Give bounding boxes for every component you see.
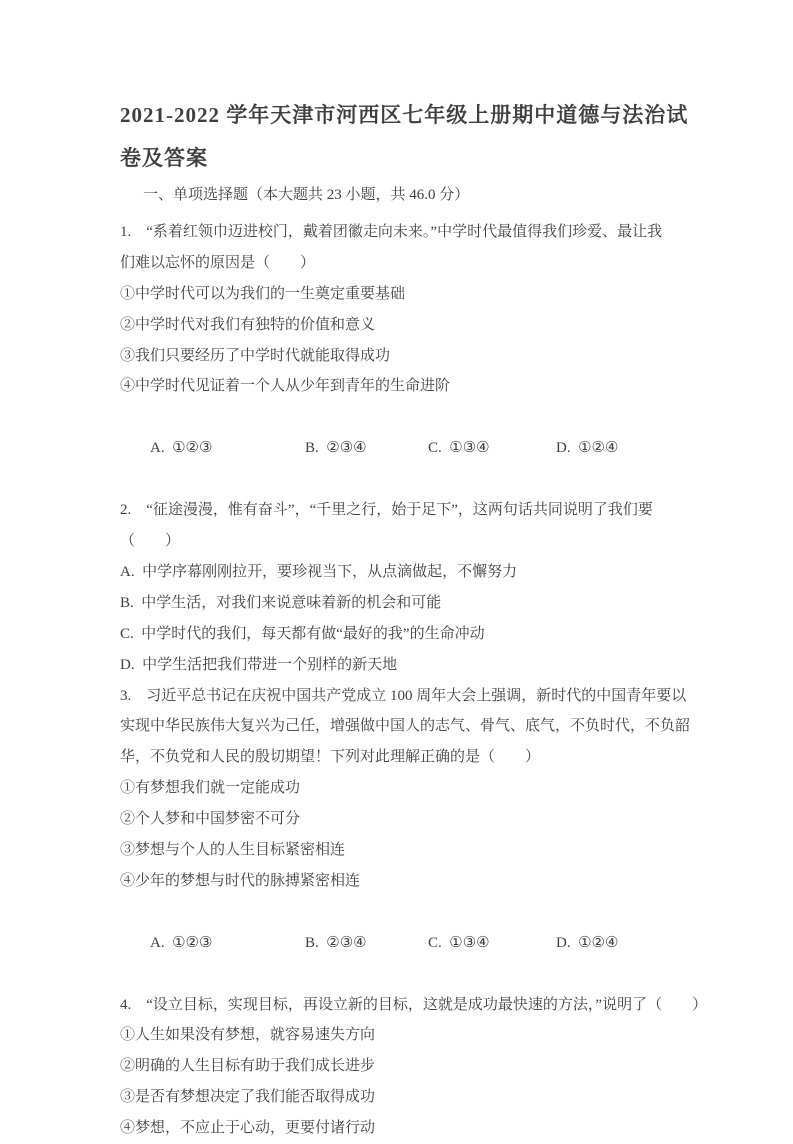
choice-b: B. ②③④ <box>305 934 367 951</box>
question-2-option-c: C. 中学时代的我们，每天都有做“最好的我”的生命冲动 <box>120 625 485 642</box>
question-3-stem-line-3: 华，不负党和人民的殷切期望！下列对此理解正确的是（ ） <box>120 749 541 766</box>
title-line-1: 2021-2022 学年天津市河西区七年级上册期中道德与法治试 <box>120 103 689 127</box>
question-4-stem-line-1: 4. “设立目标，实现目标，再设立新的目标，这就是成功最快速的方法，”说明了（ ） <box>120 996 708 1013</box>
section-heading: 一、单项选择题（本大题共 23 小题，共 46.0 分） <box>143 187 470 203</box>
choice-c: C. ①③④ <box>428 440 490 457</box>
question-2-stem-line-1: 2. “征途漫漫，惟有奋斗”，“千里之行，始于足下”，这两句话共同说明了我们要 <box>120 502 653 519</box>
question-1-statement-4: ④中学时代见证着一个人从少年到青年的生命进阶 <box>120 378 451 395</box>
question-1-statement-3: ③我们只要经历了中学时代就能取得成功 <box>120 347 391 364</box>
question-1-statement-1: ①中学时代可以为我们的一生奠定重要基础 <box>120 285 406 302</box>
question-3-statement-2: ②个人梦和中国梦密不可分 <box>120 811 301 828</box>
question-4-statement-4: ④梦想，不应止于心动，更要付诸行动 <box>120 1120 376 1137</box>
question-4-statement-3: ③是否有梦想决定了我们能否取得成功 <box>120 1089 376 1106</box>
choice-d: D. ①②④ <box>556 440 619 457</box>
title-line-2: 卷及答案 <box>120 146 208 170</box>
question-1 <box>120 217 682 495</box>
question-3-stem-line-2: 实现中华民族伟大复兴为己任，增强做中国人的志气、骨气、底气，不负时代，不负韶 <box>120 718 691 735</box>
question-2-option-a: A. 中学序幕刚刚拉开，要珍视当下，从点滴做起，不懈努力 <box>120 563 518 580</box>
question-1-stem-line-2: 们难以忘怀的原因是（ ） <box>120 254 316 271</box>
question-2-stem-line-2: （ ） <box>120 532 181 549</box>
question-3-statement-3: ③梦想与个人的人生目标紧密相连 <box>120 842 346 859</box>
question-3-choice-row <box>120 897 682 990</box>
choice-d: D. ①②④ <box>556 934 619 951</box>
question-3-stem-line-1: 3. 习近平总书记在庆祝中国共产党成立 100 周年大会上强调，新时代的中国青年要以 <box>120 687 687 704</box>
question-4-statement-2: ②明确的人生目标有助于我们成长进步 <box>120 1058 376 1075</box>
question-3-statement-4: ④少年的梦想与时代的脉搏紧密相连 <box>120 872 361 889</box>
document-content <box>120 94 708 1144</box>
question-1-choice-row <box>120 402 682 495</box>
question-3 <box>120 681 691 990</box>
question-2 <box>120 495 682 680</box>
choice-c: C. ①③④ <box>428 934 490 951</box>
question-2-option-d: D. 中学生活把我们带进一个别样的新天地 <box>120 656 398 673</box>
question-3-statement-1: ①有梦想我们就一定能成功 <box>120 780 301 797</box>
question-2-option-b: B. 中学生活，对我们来说意味着新的机会和可能 <box>120 594 442 611</box>
page-title <box>120 94 689 180</box>
question-1-stem-line-1: 1. “系着红领巾迈进校门，戴着团徽走向未来。”中学时代最值得我们珍爱、最让我 <box>120 223 663 240</box>
question-1-statement-2: ②中学时代对我们有独特的价值和意义 <box>120 316 376 333</box>
question-4 <box>120 990 708 1144</box>
choice-a: A. ①②③ <box>150 934 213 951</box>
choice-a: A. ①②③ <box>150 440 213 457</box>
choice-b: B. ②③④ <box>305 440 367 457</box>
question-4-statement-1: ①人生如果没有梦想，就容易速失方向 <box>120 1027 376 1044</box>
